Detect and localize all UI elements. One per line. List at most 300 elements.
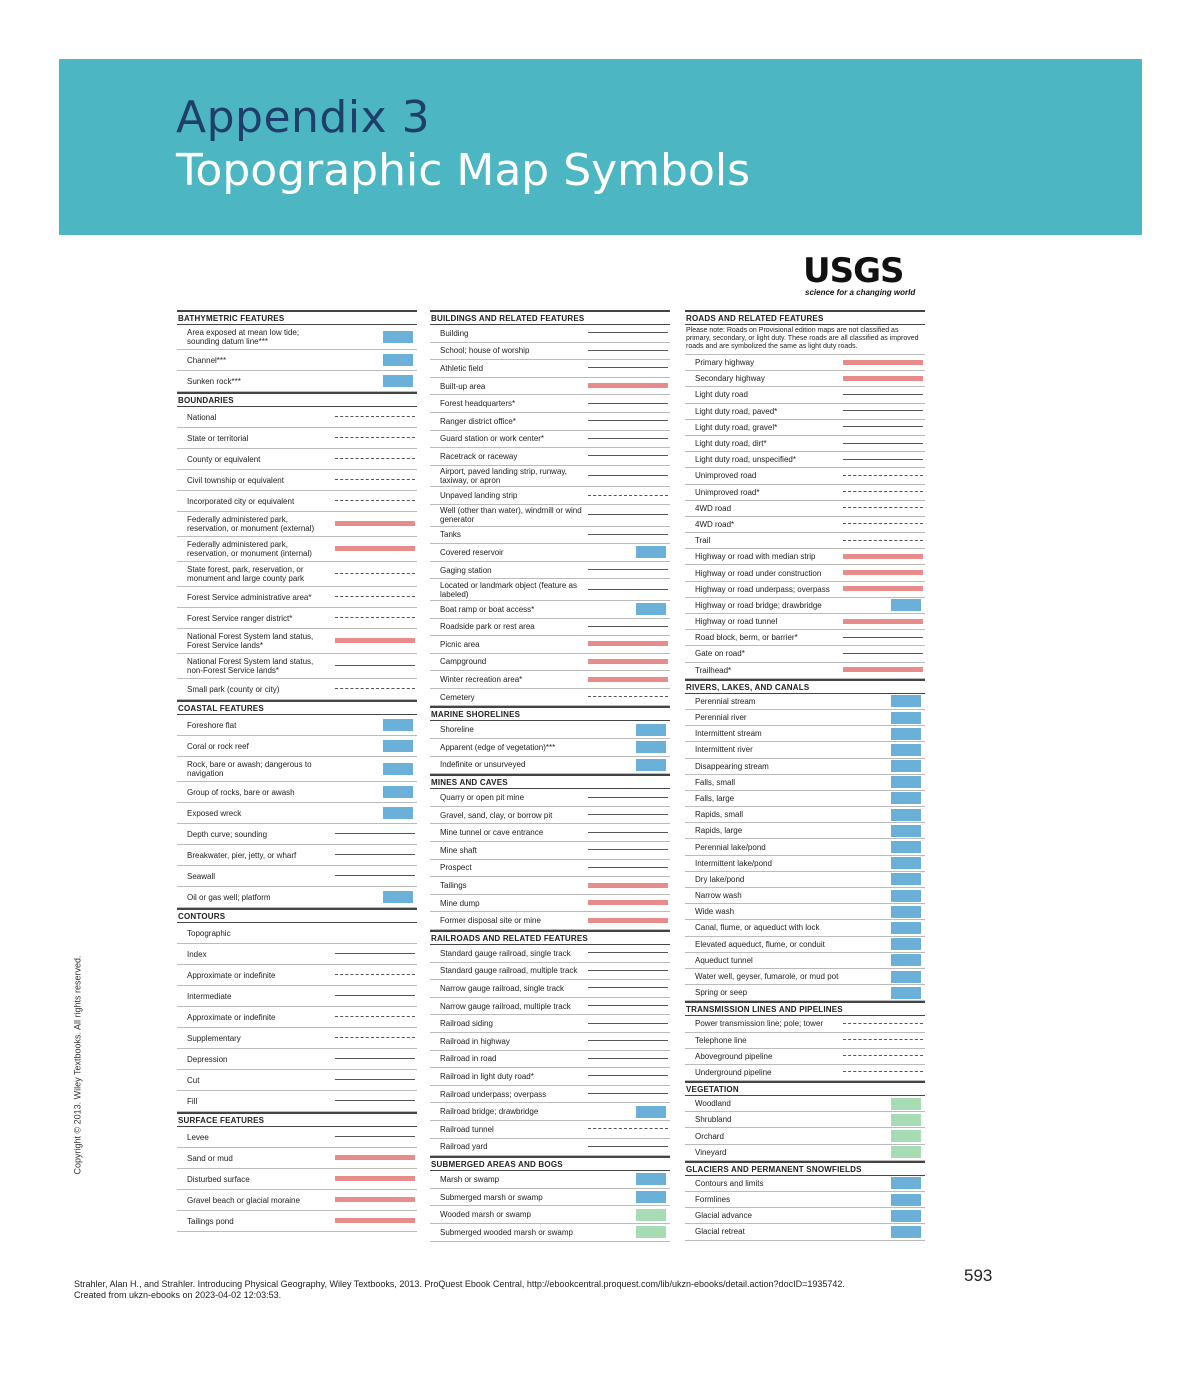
legend-label: Athletic field bbox=[440, 363, 484, 373]
legend-row bbox=[177, 470, 417, 491]
legend-label: Railroad in highway bbox=[440, 1036, 510, 1046]
legend-row bbox=[685, 1033, 925, 1049]
legend-symbol bbox=[843, 986, 923, 1000]
legend-label: Prospect bbox=[440, 863, 472, 873]
line-symbol bbox=[335, 665, 415, 666]
line-symbol bbox=[843, 426, 923, 427]
legend-label: Approximate or indefinite bbox=[187, 1012, 276, 1022]
vegetation-fill-symbol bbox=[891, 1098, 921, 1110]
section-heading: BATHYMETRIC FEATURES bbox=[177, 310, 417, 325]
line-symbol bbox=[335, 1079, 415, 1080]
water-fill-symbol bbox=[636, 1173, 666, 1185]
legend-row bbox=[177, 715, 417, 736]
legend-label: Water well, geyser, fumarole, or mud pot bbox=[695, 972, 839, 982]
legend-label: Contours and limits bbox=[695, 1178, 764, 1188]
water-fill-symbol bbox=[383, 786, 413, 798]
legend-label: Primary highway bbox=[695, 358, 755, 368]
legend-symbol bbox=[335, 330, 415, 344]
legend-symbol bbox=[335, 890, 415, 904]
water-fill-symbol bbox=[636, 759, 666, 771]
legend-label: Gaging station bbox=[440, 565, 492, 575]
red-band-symbol bbox=[843, 376, 923, 381]
legend-label: Forest Service administrative area* bbox=[187, 592, 312, 602]
dashed-line-symbol bbox=[335, 500, 415, 501]
line-symbol bbox=[843, 653, 923, 654]
legend-label: Shoreline bbox=[440, 725, 474, 735]
legend-symbol bbox=[843, 388, 923, 402]
page-number: 593 bbox=[964, 1266, 993, 1285]
legend-row bbox=[685, 1176, 925, 1192]
dashed-line-symbol bbox=[335, 1037, 415, 1038]
legend-symbol bbox=[335, 611, 415, 625]
legend-row bbox=[685, 1096, 925, 1112]
legend-row bbox=[177, 491, 417, 512]
legend-row bbox=[430, 636, 670, 654]
legend-label: Mine tunnel or cave entrance bbox=[440, 828, 544, 838]
legend-label: Oil or gas well; platform bbox=[187, 892, 271, 902]
legend-label: Dry lake/pond bbox=[695, 874, 745, 884]
legend-row bbox=[430, 1171, 670, 1189]
water-fill-symbol bbox=[891, 1210, 921, 1222]
legend-symbol bbox=[588, 843, 668, 857]
legend-row bbox=[177, 782, 417, 803]
legend-label: Highway or road underpass; overpass bbox=[695, 584, 830, 594]
legend-row bbox=[430, 1033, 670, 1051]
legend-symbol bbox=[588, 914, 668, 928]
legend-symbol bbox=[335, 590, 415, 604]
water-fill-symbol bbox=[891, 841, 921, 853]
dashed-line-symbol bbox=[335, 617, 415, 618]
legend-row bbox=[685, 1145, 925, 1161]
legend-label: Highway or road under construction bbox=[695, 568, 822, 578]
legend-symbol bbox=[588, 1069, 668, 1083]
legend-row bbox=[685, 1128, 925, 1144]
appendix-subtitle: Topographic Map Symbols bbox=[176, 145, 751, 196]
legend-label: Highway or road with median strip bbox=[695, 552, 816, 562]
legend-row bbox=[430, 1206, 670, 1224]
legend-symbol bbox=[843, 905, 923, 919]
water-fill-symbol bbox=[891, 695, 921, 707]
red-band-symbol bbox=[335, 1197, 415, 1202]
legend-label: Spring or seep bbox=[695, 988, 748, 998]
legend-label: Shrubland bbox=[695, 1115, 732, 1125]
legend-symbol bbox=[335, 947, 415, 961]
legend-row bbox=[430, 360, 670, 378]
line-symbol bbox=[588, 987, 668, 988]
legend-row bbox=[685, 485, 925, 501]
legend-symbol bbox=[588, 602, 668, 616]
legend-label: Standard gauge railroad, single track bbox=[440, 948, 571, 958]
legend-row bbox=[177, 1127, 417, 1148]
legend-symbol bbox=[335, 374, 415, 388]
line-symbol bbox=[588, 1093, 668, 1094]
appendix-title: Appendix 3 bbox=[176, 92, 431, 143]
legend-row bbox=[685, 694, 925, 710]
legend-label: Rapids, large bbox=[695, 826, 743, 836]
water-fill-symbol bbox=[636, 603, 666, 615]
legend-row bbox=[430, 739, 670, 757]
legend-row bbox=[430, 945, 670, 963]
legend-symbol bbox=[588, 826, 668, 840]
legend-symbol bbox=[588, 563, 668, 577]
legend-row bbox=[685, 710, 925, 726]
line-symbol bbox=[588, 1058, 668, 1059]
red-band-symbol bbox=[335, 1218, 415, 1223]
water-fill-symbol bbox=[383, 331, 413, 343]
legend-label: Falls, large bbox=[695, 793, 735, 803]
legend-row bbox=[177, 1211, 417, 1232]
legend-row bbox=[685, 452, 925, 468]
legend-label: Channel*** bbox=[187, 355, 227, 365]
legend-row bbox=[430, 487, 670, 505]
legend-row bbox=[177, 679, 417, 700]
water-fill-symbol bbox=[383, 807, 413, 819]
legend-label: Index bbox=[187, 949, 207, 959]
legend-row bbox=[685, 630, 925, 646]
legend-label: Narrow gauge railroad, multiple track bbox=[440, 1001, 571, 1011]
section-heading: BOUNDARIES bbox=[177, 392, 417, 407]
section-heading: TRANSMISSION LINES AND PIPELINES bbox=[685, 1001, 925, 1016]
line-symbol bbox=[335, 995, 415, 996]
red-band-symbol bbox=[588, 677, 668, 682]
legend-row bbox=[430, 579, 670, 601]
legend-row bbox=[685, 614, 925, 630]
legend-row bbox=[685, 888, 925, 904]
dashed-line-symbol bbox=[843, 507, 923, 508]
water-fill-symbol bbox=[891, 744, 921, 756]
line-symbol bbox=[588, 626, 668, 627]
legend-label: Campground bbox=[440, 657, 487, 667]
legend-symbol bbox=[335, 1010, 415, 1024]
line-symbol bbox=[588, 814, 668, 815]
legend-symbol bbox=[588, 808, 668, 822]
line-symbol bbox=[335, 875, 415, 876]
legend-symbol bbox=[588, 1190, 668, 1204]
legend-row bbox=[685, 420, 925, 436]
legend-symbol bbox=[843, 824, 923, 838]
legend-symbol bbox=[335, 1052, 415, 1066]
legend-row bbox=[430, 963, 670, 981]
legend-label: Trailhead* bbox=[695, 665, 732, 675]
line-symbol bbox=[588, 970, 668, 971]
legend-symbol bbox=[843, 1097, 923, 1111]
legend-symbol bbox=[335, 1073, 415, 1087]
legend-label: Gravel, sand, clay, or borrow pit bbox=[440, 810, 553, 820]
legend-symbol bbox=[843, 453, 923, 467]
usgs-logo bbox=[803, 251, 928, 298]
legend-row bbox=[177, 887, 417, 908]
legend-row bbox=[177, 736, 417, 757]
legend-symbol bbox=[335, 567, 415, 581]
legend-symbol bbox=[335, 431, 415, 445]
legend-row bbox=[685, 807, 925, 823]
legend-row bbox=[685, 1208, 925, 1224]
dashed-line-symbol bbox=[588, 1128, 668, 1129]
water-fill-symbol bbox=[383, 763, 413, 775]
vegetation-fill-symbol bbox=[636, 1209, 666, 1221]
legend-row bbox=[430, 789, 670, 807]
legend-symbol bbox=[588, 489, 668, 503]
red-band-symbol bbox=[588, 918, 668, 923]
red-band-symbol bbox=[335, 1176, 415, 1181]
legend-row bbox=[177, 350, 417, 371]
water-fill-symbol bbox=[891, 873, 921, 885]
line-symbol bbox=[335, 1136, 415, 1137]
legend-row bbox=[685, 387, 925, 403]
legend-label: Sand or mud bbox=[187, 1153, 233, 1163]
legend-label: Civil township or equivalent bbox=[187, 475, 284, 485]
legend-symbol bbox=[588, 791, 668, 805]
legend-label: Perennial river bbox=[695, 713, 747, 723]
legend-symbol bbox=[843, 1176, 923, 1190]
legend-label: Built-up area bbox=[440, 381, 486, 391]
legend-label: Racetrack or raceway bbox=[440, 451, 518, 461]
water-fill-symbol bbox=[891, 971, 921, 983]
legend-row bbox=[177, 986, 417, 1007]
legend-row bbox=[177, 965, 417, 986]
legend-symbol bbox=[588, 432, 668, 446]
legend-label: Located or landmark object (feature as labeled) bbox=[440, 580, 577, 599]
legend-label: Depression bbox=[187, 1054, 228, 1064]
vegetation-fill-symbol bbox=[891, 1130, 921, 1142]
legend-label: Intermittent lake/pond bbox=[695, 858, 772, 868]
legend-label: Ranger district office* bbox=[440, 416, 516, 426]
water-fill-symbol bbox=[636, 1106, 666, 1118]
line-symbol bbox=[588, 350, 668, 351]
legend-label: Gate on road* bbox=[695, 649, 745, 659]
dashed-line-symbol bbox=[843, 1039, 923, 1040]
legend-row bbox=[430, 544, 670, 562]
legend-row bbox=[177, 407, 417, 428]
legend-symbol bbox=[335, 1193, 415, 1207]
line-symbol bbox=[843, 410, 923, 411]
legend-symbol bbox=[335, 634, 415, 648]
legend-row bbox=[685, 791, 925, 807]
legend-row bbox=[177, 449, 417, 470]
legend-symbol bbox=[843, 534, 923, 548]
legend-label: Marsh or swamp bbox=[440, 1174, 500, 1184]
dashed-line-symbol bbox=[843, 1071, 923, 1072]
legend-symbol bbox=[335, 827, 415, 841]
legend-symbol bbox=[588, 861, 668, 875]
legend-label: Seawall bbox=[187, 871, 216, 881]
legend-row bbox=[430, 757, 670, 775]
water-fill-symbol bbox=[383, 740, 413, 752]
legend-symbol bbox=[335, 659, 415, 673]
dashed-line-symbol bbox=[335, 573, 415, 574]
legend-label: Standard gauge railroad, multiple track bbox=[440, 966, 578, 976]
legend-row bbox=[177, 803, 417, 824]
legend-row bbox=[430, 395, 670, 413]
line-symbol bbox=[588, 534, 668, 535]
legend-row bbox=[430, 671, 670, 689]
red-band-symbol bbox=[588, 383, 668, 388]
legend-symbol bbox=[588, 361, 668, 375]
legend-symbol bbox=[843, 1033, 923, 1047]
line-symbol bbox=[588, 1040, 668, 1041]
legend-row bbox=[685, 663, 925, 679]
legend-symbol bbox=[335, 542, 415, 556]
legend-label: Gravel beach or glacial moraine bbox=[187, 1195, 300, 1205]
legend-symbol bbox=[335, 1172, 415, 1186]
vegetation-fill-symbol bbox=[891, 1114, 921, 1126]
legend-symbol bbox=[588, 326, 668, 340]
legend-symbol bbox=[335, 494, 415, 508]
legend-label: Tailings pond bbox=[187, 1216, 234, 1226]
legend-label: Foreshore flat bbox=[187, 720, 237, 730]
legend-row bbox=[430, 505, 670, 527]
legend-label: State or territorial bbox=[187, 433, 249, 443]
water-fill-symbol bbox=[891, 599, 921, 611]
red-band-symbol bbox=[843, 619, 923, 624]
red-band-symbol bbox=[843, 586, 923, 591]
water-fill-symbol bbox=[383, 891, 413, 903]
legend-label: Topographic bbox=[187, 928, 231, 938]
legend-symbol bbox=[588, 723, 668, 737]
usgs-logo-tagline: science for a changing world bbox=[805, 288, 916, 297]
legend-row bbox=[685, 436, 925, 452]
legend-symbol bbox=[588, 879, 668, 893]
legend-label: Boat ramp or boat access* bbox=[440, 604, 535, 614]
legend-symbol bbox=[588, 758, 668, 772]
legend-symbol bbox=[588, 1122, 668, 1136]
legend-row bbox=[685, 1224, 925, 1240]
legend-symbol bbox=[588, 637, 668, 651]
legend-row bbox=[177, 512, 417, 537]
legend-row bbox=[685, 856, 925, 872]
legend-label: Airport, paved landing strip, runway, taxiway, or apron bbox=[440, 467, 568, 486]
legend-symbol bbox=[843, 775, 923, 789]
legend-label: Railroad tunnel bbox=[440, 1124, 494, 1134]
legend-label: Rock, bare or awash; dangerous to navigation bbox=[187, 760, 312, 778]
line-symbol bbox=[843, 637, 923, 638]
dashed-line-symbol bbox=[588, 495, 668, 496]
legend-label: Disappearing stream bbox=[695, 761, 769, 771]
legend-row bbox=[430, 1015, 670, 1033]
dashed-line-symbol bbox=[843, 475, 923, 476]
legend-label: Cut bbox=[187, 1075, 200, 1085]
line-symbol bbox=[843, 394, 923, 395]
legend-label: Rapids, small bbox=[695, 810, 744, 820]
legend-label: Narrow wash bbox=[695, 891, 742, 901]
legend-label: Unimproved road* bbox=[695, 487, 760, 497]
dashed-line-symbol bbox=[843, 491, 923, 492]
legend-row bbox=[430, 562, 670, 580]
legend-symbol bbox=[843, 937, 923, 951]
legend-symbol bbox=[335, 718, 415, 732]
legend-label: Levee bbox=[187, 1132, 209, 1142]
legend-symbol bbox=[588, 946, 668, 960]
legend-label: National Forest System land status, Forest Service lands* bbox=[187, 632, 314, 650]
legend-label: Covered reservoir bbox=[440, 547, 504, 557]
dashed-line-symbol bbox=[335, 458, 415, 459]
legend-label: Approximate or indefinite bbox=[187, 970, 276, 980]
legend-symbol bbox=[588, 545, 668, 559]
line-symbol bbox=[588, 403, 668, 404]
legend-label: Railroad in light duty road* bbox=[440, 1071, 534, 1081]
dashed-line-symbol bbox=[588, 696, 668, 697]
legend-label: Fill bbox=[187, 1096, 198, 1106]
legend-label: Quarry or open pit mine bbox=[440, 793, 525, 803]
section-heading: BUILDINGS AND RELATED FEATURES bbox=[430, 310, 670, 325]
section-heading: CONTOURS bbox=[177, 908, 417, 923]
legend-symbol bbox=[335, 1094, 415, 1108]
legend-row bbox=[685, 598, 925, 614]
legend-symbol bbox=[843, 372, 923, 386]
legend-row bbox=[685, 759, 925, 775]
legend-symbol bbox=[588, 1105, 668, 1119]
red-band-symbol bbox=[335, 638, 415, 643]
legend-label: Light duty road, gravel* bbox=[695, 422, 778, 432]
water-fill-symbol bbox=[891, 1226, 921, 1238]
legend-row bbox=[430, 1086, 670, 1104]
line-symbol bbox=[588, 589, 668, 590]
vegetation-fill-symbol bbox=[636, 1226, 666, 1238]
water-fill-symbol bbox=[891, 1177, 921, 1189]
legend-symbol bbox=[335, 1214, 415, 1228]
dashed-line-symbol bbox=[843, 540, 923, 541]
line-symbol bbox=[588, 1023, 668, 1024]
legend-label: Coral or rock reef bbox=[187, 741, 249, 751]
red-band-symbol bbox=[588, 641, 668, 646]
section-heading: SURFACE FEATURES bbox=[177, 1112, 417, 1127]
legend-label: Secondary highway bbox=[695, 374, 765, 384]
legend-label: Well (other than water), windmill or wind generator bbox=[440, 506, 582, 525]
section-heading: ROADS AND RELATED FEATURES bbox=[685, 310, 925, 325]
legend-row bbox=[430, 1103, 670, 1121]
line-symbol bbox=[588, 438, 668, 439]
legend-label: Mine shaft bbox=[440, 845, 477, 855]
legend-symbol bbox=[843, 356, 923, 370]
legend-symbol bbox=[843, 1113, 923, 1127]
legend-row bbox=[177, 587, 417, 608]
legend-symbol bbox=[843, 889, 923, 903]
line-symbol bbox=[335, 953, 415, 954]
legend-row bbox=[430, 654, 670, 672]
legend-label: Roadside park or rest area bbox=[440, 622, 535, 632]
line-symbol bbox=[588, 952, 668, 953]
legend-label: State forest, park, reservation, or monument and large county park bbox=[187, 565, 304, 583]
red-band-symbol bbox=[843, 554, 923, 559]
legend-row bbox=[177, 537, 417, 562]
legend-label: Wide wash bbox=[695, 907, 735, 917]
legend-symbol bbox=[588, 397, 668, 411]
legend-symbol bbox=[843, 1065, 923, 1079]
legend-symbol bbox=[588, 1017, 668, 1031]
legend-symbol bbox=[588, 528, 668, 542]
citation-line-2: Created from ukzn-ebooks on 2023-04-02 12:03:53. bbox=[74, 1290, 282, 1300]
dashed-line-symbol bbox=[335, 974, 415, 975]
legend-label: Railroad bridge; drawbridge bbox=[440, 1107, 539, 1117]
legend-row bbox=[177, 325, 417, 350]
line-symbol bbox=[335, 1058, 415, 1059]
line-symbol bbox=[588, 1075, 668, 1076]
legend-label: Light duty road, dirt* bbox=[695, 439, 767, 449]
legend-row bbox=[430, 1189, 670, 1207]
legend-row bbox=[430, 378, 670, 396]
legend-symbol bbox=[335, 968, 415, 982]
red-band-symbol bbox=[335, 1155, 415, 1160]
water-fill-symbol bbox=[891, 857, 921, 869]
legend-label: Perennial lake/pond bbox=[695, 842, 766, 852]
legend-label: Light duty road bbox=[695, 390, 748, 400]
red-band-symbol bbox=[335, 546, 415, 551]
legend-label: Telephone line bbox=[695, 1035, 747, 1045]
legend-label: Underground pipeline bbox=[695, 1067, 772, 1077]
legend-row bbox=[685, 1016, 925, 1032]
legend-label: Trail bbox=[695, 536, 711, 546]
legend-row bbox=[430, 1068, 670, 1086]
